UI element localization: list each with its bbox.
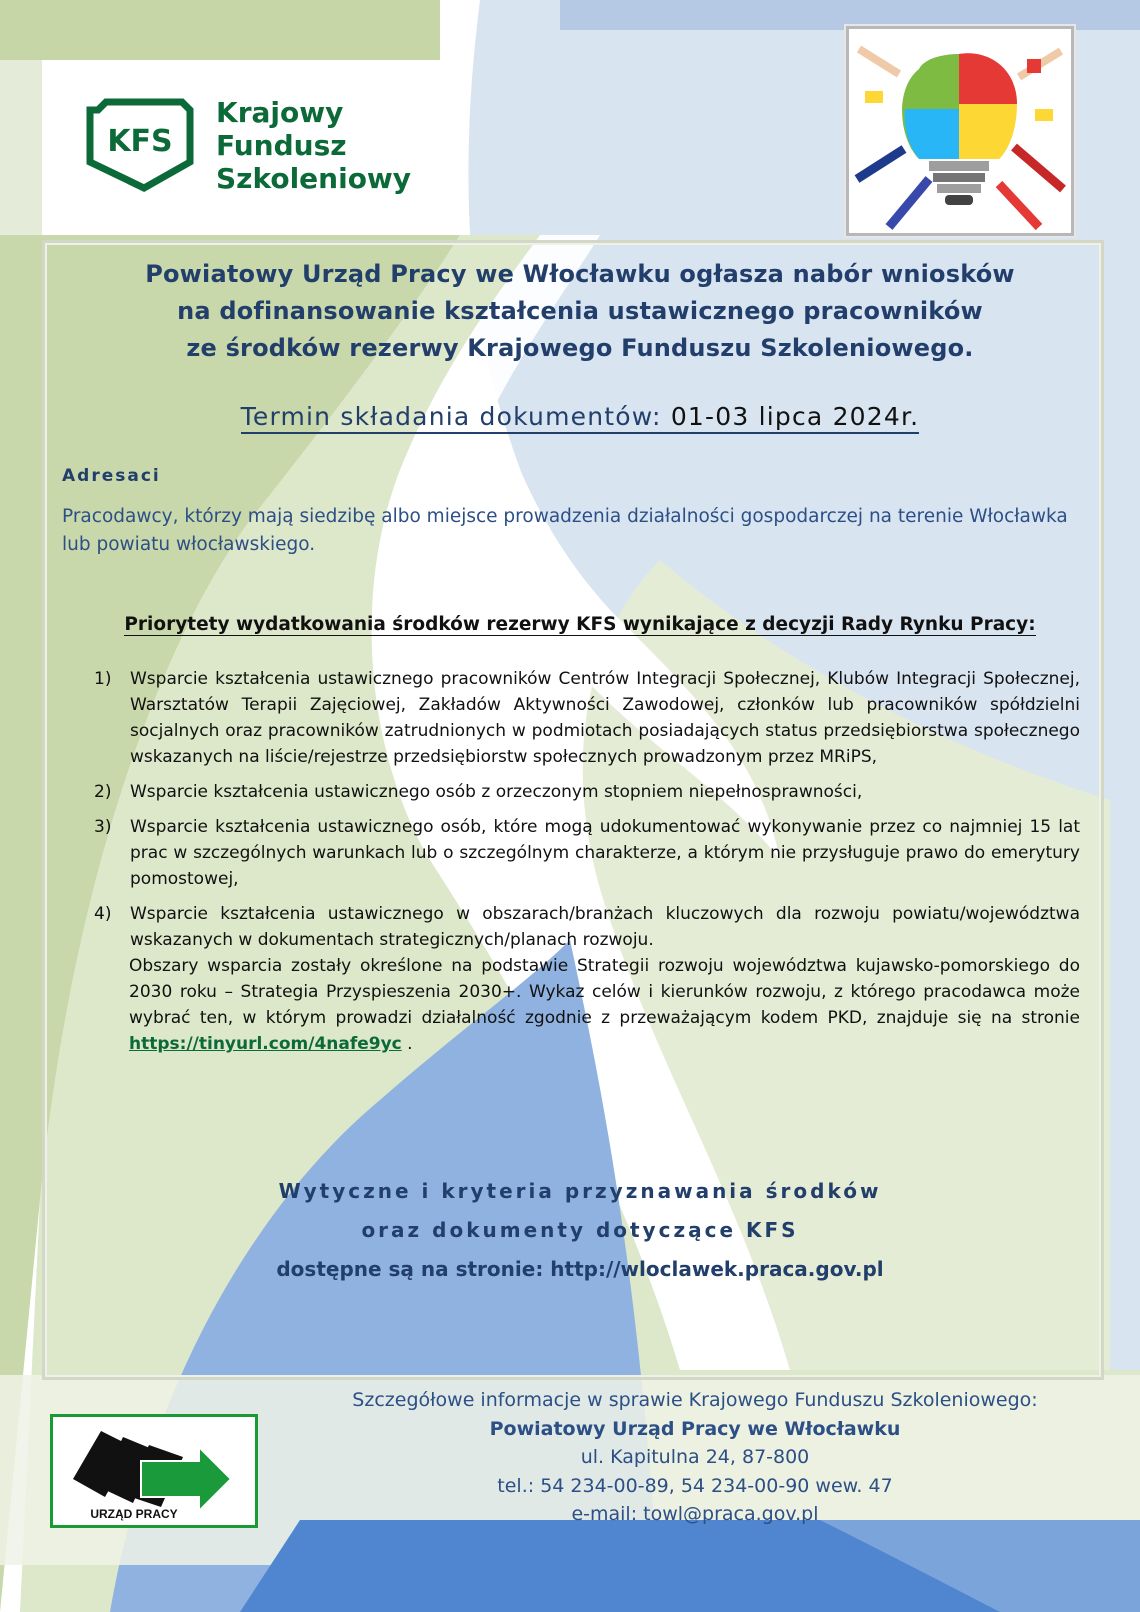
- urzad-pracy-label: URZĄD PRACY: [90, 1507, 178, 1521]
- deadline-label: Termin składania dokumentów:: [240, 402, 662, 431]
- priorities-list: [94, 666, 1080, 1057]
- strategy-link[interactable]: https://tinyurl.com/4nafe9yc: [129, 1034, 402, 1054]
- list-item-number: 3): [94, 817, 112, 837]
- list-item-text: Wsparcie kształcenia ustawicznego osób, które mogą udokumentować wykonywanie przez co najmniej 15 lat prac w szczególnych warunkach lub o szczególnym charakterze, a którym nie przysługuje prawo do emerytury pomostowej,: [130, 817, 1080, 889]
- guidelines-line-1: Wytyczne i kryteria przyznawania środków: [278, 1179, 882, 1203]
- list-item: [94, 814, 1080, 892]
- list-item-text: Wsparcie kształcenia ustawicznego w obszarach/branżach kluczowych dla rozwoju powiatu/województwa wskazanych w dokumentach strategicznych/planach rozwoju.: [130, 904, 1080, 950]
- footer-contact: [300, 1386, 1090, 1529]
- deadline-date: 01-03 lipca 2024r.: [670, 402, 920, 431]
- submission-deadline: [60, 400, 1100, 434]
- support-areas-text: Obszary wsparcia zostały określone na podstawie Strategii rozwoju województwa kujawsko-pomorskiego do 2030 roku – Strategia Przyspieszenia 2030+. Wykaz celów i kierunków rozwoju, z którego pracodawca może wybrać ten, w którym prowadzi działalność zgodnie z przeważającym kodem PKD, znajduje się na stronie: [129, 956, 1080, 1028]
- footer-office: Powiatowy Urząd Pracy we Włocławku: [489, 1417, 901, 1440]
- puzzle-lightbulb-image: [846, 26, 1074, 236]
- headline-line-3: ze środków rezerwy Krajowego Funduszu Szkoleniowego.: [186, 334, 974, 362]
- puzzle-lightbulb-icon: [849, 29, 1071, 233]
- announcement-headline: [60, 256, 1100, 367]
- kfs-logo: [84, 96, 434, 206]
- addressees-heading: Adresaci: [62, 466, 161, 486]
- footer-phone: tel.: 54 234-00-89, 54 234-00-90 wew. 47: [497, 1474, 893, 1497]
- guidelines-block: [60, 1172, 1100, 1289]
- list-item: [94, 901, 1080, 953]
- urzad-pracy-logo: [50, 1414, 258, 1528]
- kfs-word-1: Krajowy: [216, 96, 344, 129]
- kfs-shield-logo-icon: [84, 96, 196, 192]
- addressees-text: Pracodawcy, którzy mają siedzibę albo miejsce prowadzenia działalności gospodarczej na terenie Włocławka lub powiatu włocławskiego.: [62, 506, 1068, 555]
- headline-line-2: na dofinansowanie kształcenia ustawicznego pracowników: [177, 297, 983, 325]
- kfs-word-2: Fundusz: [216, 129, 347, 162]
- priorities-heading: Priorytety wydatkowania środków rezerwy KFS wynikające z decyzji Rady Rynku Pracy:: [124, 614, 1036, 635]
- support-areas-note: [94, 953, 1080, 1057]
- link-suffix: .: [401, 1034, 413, 1054]
- kfs-wordmark: [216, 96, 411, 195]
- footer-intro: Szczegółowe informacje w sprawie Krajowego Funduszu Szkoleniowego:: [352, 1389, 1038, 1411]
- headline-line-1: Powiatowy Urząd Pracy we Włocławku ogłasza nabór wniosków: [145, 260, 1015, 288]
- list-item-number: 4): [94, 904, 112, 924]
- priorities-heading-wrap: [60, 614, 1100, 635]
- list-item: [94, 779, 1080, 805]
- footer-email[interactable]: e-mail: towl@praca.gov.pl: [571, 1503, 819, 1525]
- guidelines-line-2: oraz dokumenty dotyczące KFS: [361, 1218, 799, 1242]
- kfs-word-3: Szkoleniowy: [216, 162, 412, 195]
- guidelines-line-3: dostępne są na stronie: http://wloclawek.praca.gov.pl: [276, 1257, 884, 1281]
- deadline-wrap: [241, 402, 920, 434]
- list-item-text: Wsparcie kształcenia ustawicznego osób z orzeczonym stopniem niepełnosprawności,: [130, 782, 863, 802]
- list-item: [94, 666, 1080, 770]
- kfs-badge-text: KFS: [107, 124, 173, 159]
- footer-address: ul. Kapitulna 24, 87-800: [580, 1446, 810, 1468]
- list-item-number: 1): [94, 669, 112, 689]
- list-item-number: 2): [94, 782, 112, 802]
- list-item-text: Wsparcie kształcenia ustawicznego pracowników Centrów Integracji Społecznej, Klubów Integracji Społecznej, Warsztatów Terapii Zajęciowej, Zakładów Aktywności Zawodowej, członków lub pracowników spółdzielni socjalnych oraz pracowników zatrudnionych w podmiotach posiadających status przedsiębiorstwa społecznego wskazanych na liście/rejestrze przedsiębiorstw społecznych prowadzonym przez MRiPS,: [130, 669, 1080, 767]
